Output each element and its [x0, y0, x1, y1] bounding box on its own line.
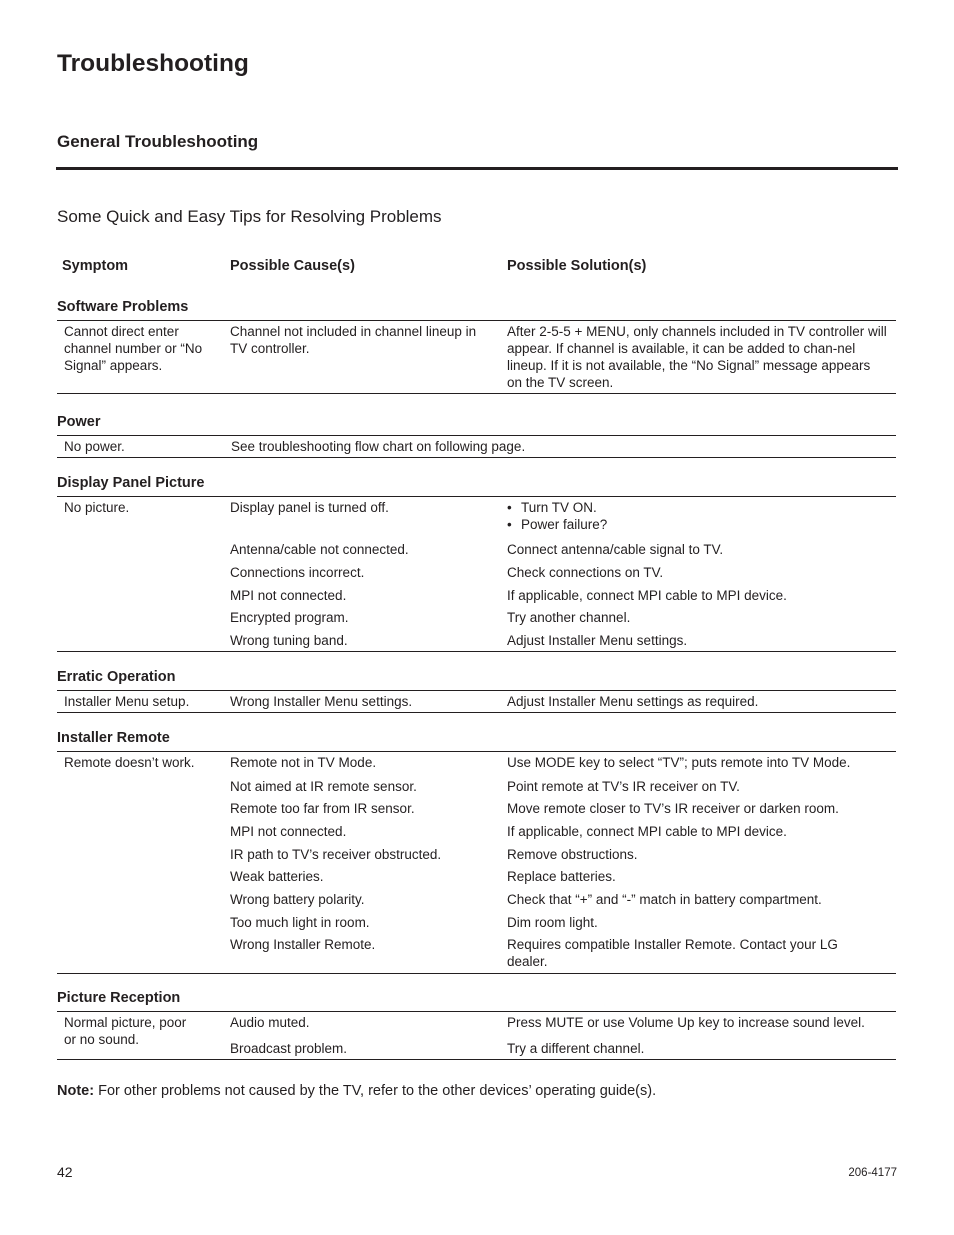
cause-cell: Wrong battery polarity. [230, 892, 365, 907]
symptom-cell: Cannot direct enter channel number or “No Signal” appears. [64, 324, 203, 373]
divider [57, 690, 896, 691]
solution-cell: If applicable, connect MPI cable to MPI device. [507, 588, 787, 603]
symptom-cell: No picture. [64, 500, 130, 515]
divider [57, 457, 896, 458]
note [57, 1083, 656, 1099]
solution-cell: Connect antenna/cable signal to TV. [507, 542, 724, 557]
column-header-symptom: Symptom [62, 258, 129, 274]
cause-cell: Antenna/cable not connected. [230, 542, 409, 557]
symptom-cell: Normal picture, poor or no sound. [64, 1015, 187, 1047]
cause-cell: Weak batteries. [230, 869, 324, 884]
section-heading-reception: Picture Reception [57, 990, 181, 1006]
divider [57, 435, 896, 436]
cause-cell: Wrong tuning band. [230, 633, 348, 648]
divider [57, 751, 896, 752]
symptom-cell: No power. [64, 439, 125, 454]
solution-cell: Replace batteries. [507, 869, 616, 884]
document-code: 206-4177 [848, 1167, 897, 1179]
column-header-cause: Possible Cause(s) [230, 258, 355, 274]
cause-cell: MPI not connected. [230, 824, 347, 839]
solution-cell: Adjust Installer Menu settings. [507, 633, 688, 648]
tips-heading: Some Quick and Easy Tips for Resolving Problems [57, 207, 442, 226]
column-header-solution: Possible Solution(s) [507, 258, 647, 274]
section-heading-power: Power [57, 414, 101, 430]
page-number: 42 [57, 1164, 73, 1180]
note-text: For other problems not caused by the TV, refer to the other devices’ operating guide(s). [94, 1083, 657, 1099]
cause-cell: Wrong Installer Menu settings. [230, 694, 413, 709]
note-label: Note: [57, 1083, 95, 1099]
divider [57, 320, 896, 321]
solution-cell: Try another channel. [507, 610, 631, 625]
solution-cell: Adjust Installer Menu settings as required. [507, 694, 759, 709]
cause-cell: Channel not included in channel lineup in TV controller. [230, 324, 477, 356]
cause-cell: Too much light in room. [230, 915, 370, 930]
section-subtitle: General Troubleshooting [57, 132, 259, 151]
solution-cell: Remove obstructions. [507, 847, 638, 862]
cause-cell: Audio muted. [230, 1015, 310, 1030]
cause-cell: Remote too far from IR sensor. [230, 801, 415, 816]
section-heading-erratic: Erratic Operation [57, 669, 176, 685]
divider [57, 496, 896, 497]
cause-cell: IR path to TV’s receiver obstructed. [230, 847, 442, 862]
solution-cell: Dim room light. [507, 915, 598, 930]
solution-cell: Check that “+” and “-” match in battery compartment. [507, 892, 822, 907]
cause-cell: Connections incorrect. [230, 565, 365, 580]
cause-cell: Broadcast problem. [230, 1041, 348, 1056]
section-heading-display: Display Panel Picture [57, 475, 205, 491]
solution-bullet: • Turn TV ON. [507, 499, 597, 516]
solution-bullet: • Power failure? [507, 516, 607, 533]
solution-cell: Check connections on TV. [507, 565, 664, 580]
page-title: Troubleshooting [57, 50, 249, 77]
solution-cell: Move remote closer to TV’s IR receiver or darken room. [507, 801, 839, 816]
symptom-cell: Remote doesn’t work. [64, 755, 195, 770]
divider [57, 393, 896, 394]
solution-cell: Try a different channel. [507, 1041, 645, 1056]
divider [57, 712, 896, 713]
cause-cell: Wrong Installer Remote. [230, 937, 376, 952]
cause-cell: See troubleshooting flow chart on following page. [231, 439, 526, 454]
divider [57, 651, 896, 652]
solution-cell: Use MODE key to select “TV”; puts remote into TV Mode. [507, 755, 851, 770]
solution-cell: Point remote at TV’s IR receiver on TV. [507, 779, 740, 794]
solution-cell: After 2-5-5 + MENU, only channels included in TV controller will appear. If channel is available, it can be added to chan-nel lineup. If it is not available, the “No Signal” message appears on the TV screen. [507, 324, 887, 390]
cause-cell: Remote not in TV Mode. [230, 755, 377, 770]
symptom-cell: Installer Menu setup. [64, 694, 190, 709]
cause-cell: MPI not connected. [230, 588, 347, 603]
header-divider [56, 167, 898, 170]
section-heading-software: Software Problems [57, 299, 189, 315]
solution-cell: Press MUTE or use Volume Up key to increase sound level. [507, 1015, 865, 1030]
solution-cell: If applicable, connect MPI cable to MPI device. [507, 824, 787, 839]
cause-cell: Encrypted program. [230, 610, 349, 625]
divider [57, 973, 896, 974]
divider [57, 1011, 896, 1012]
section-heading-remote: Installer Remote [57, 730, 170, 746]
solution-cell: Requires compatible Installer Remote. Contact your LG dealer. [507, 937, 838, 969]
cause-cell: Display panel is turned off. [230, 500, 389, 515]
cause-cell: Not aimed at IR remote sensor. [230, 779, 417, 794]
divider [57, 1059, 896, 1060]
